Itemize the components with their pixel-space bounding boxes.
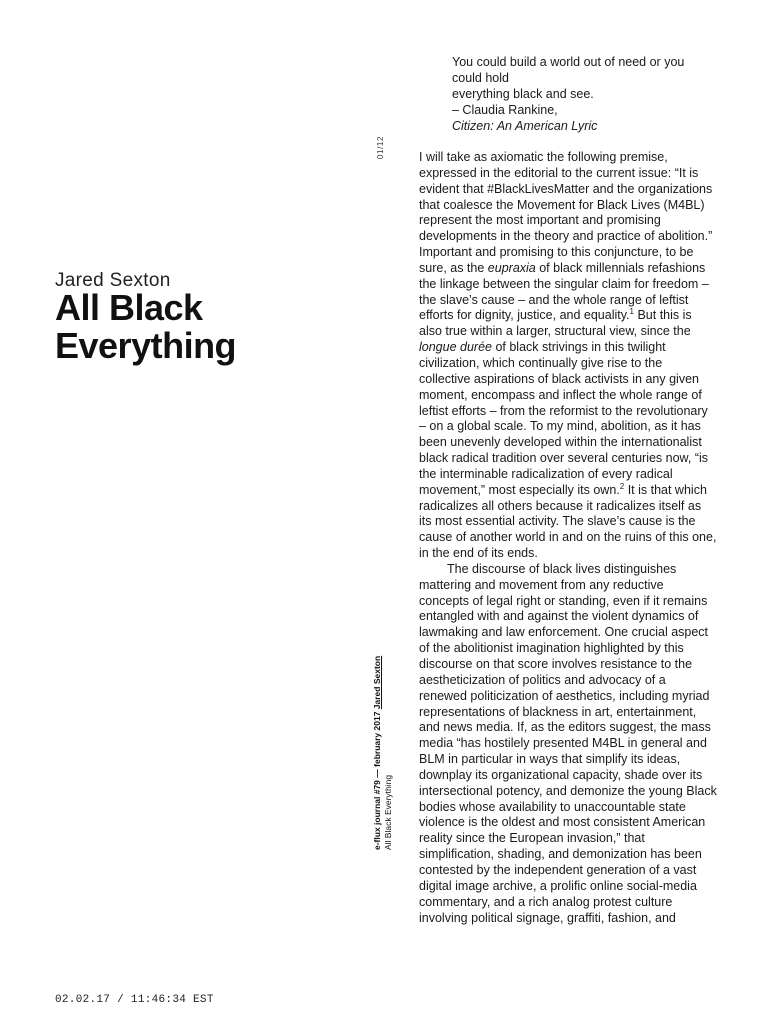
running-header-author: Jared Sexton xyxy=(372,655,382,710)
running-header-title: All Black Everything xyxy=(383,774,393,850)
footer-timestamp: 02.02.17 / 11:46:34 EST xyxy=(55,994,214,1006)
article-body xyxy=(419,150,717,980)
vertical-running-header xyxy=(372,610,394,850)
article-title-line-2: Everything xyxy=(55,325,237,366)
body-paragraph-1 xyxy=(419,150,717,562)
page-number: 01/12 xyxy=(376,135,385,159)
body-text-span: of black strivings in this twilight civilization, which continually give rise to the collective aspirations of black activists in any given moment, encompass and inflect the whole range of leftist efforts – from the reformist to the revolutionary – on a global scale. To my mind, abolition, as it has been unevenly developed within the internationalist black radical tradition over several centuries now, “is the interminable radicalization of every radical movement,” most especially its own. xyxy=(419,340,709,497)
epigraph-line-2: everything black and see. xyxy=(452,87,594,101)
body-paragraph-2: The discourse of black lives distinguishes mattering and movement from any reductive concepts of legal right or standing, even if it remains entangled with and against the violent dynamics of lawmaking and law enforcement. One crucial aspect of the abolitionist imagination highlighted by this discourse on that score involves resistance to the aestheticization of politics and advocacy of a renewed politicization of aesthetics, including myriad representations of blackness in art, entertainment, and news media. If, as the editors suggest, the mass media “has hostilely presented M4BL in general and BLM in particular in ways that simplify its ideas, downplay its organizational capacity, shade over its intersectional potency, and demonize the young Black bodies whose availability to unaccountable state violence is the oldest and most consistent American reality since the European invasion,” that simplification, shading, and demonization has been contested by the independent generation of a vast digital image archive, a prolific online social-media commentary, and a rich analog protest culture involving political signage, graffiti, fashion, and xyxy=(419,561,717,925)
body-text-span: It is that which radicalizes all others because it radicalizes itself as its most essential activity. The slave’s cause is the cause of another world in and on the ruins of this one, in the end of its ends. xyxy=(419,482,717,561)
footnote-ref-2[interactable]: 2 xyxy=(619,481,625,491)
article-title-line-1: All Black xyxy=(55,287,203,328)
article-title xyxy=(55,289,355,365)
body-emphasis: longue durée xyxy=(419,340,492,355)
running-header-journal: e-flux journal #79 — february 2017 xyxy=(372,711,382,850)
epigraph-attribution-work: Citizen: An American Lyric xyxy=(452,119,598,133)
epigraph-attribution xyxy=(452,102,714,134)
body-text-span: But this is also true within a larger, structural view, since the xyxy=(419,308,692,339)
epigraph-attribution-prefix: – Claudia Rankine, xyxy=(452,103,558,117)
running-header-line-1 xyxy=(372,610,383,850)
body-text-span: of black millennials refashions the linkage between the singular claim for freedom – the slave’s cause – and the whole range of leftist efforts for dignity, justice, and equality. xyxy=(419,260,709,323)
footnote-ref-1[interactable]: 1 xyxy=(629,307,634,317)
epigraph-line-1: You could build a world out of need or you could hold xyxy=(452,55,685,85)
epigraph xyxy=(452,54,714,134)
article-author: Jared Sexton xyxy=(55,270,171,291)
body-emphasis: eupraxia xyxy=(487,260,536,275)
body-text-span: I will take as axiomatic the following premise, expressed in the editorial to the current issue: “It is evident that #BlackLivesMatter and the organizations that coalesce the Movement for Black Lives (M4BL) represent the most important and promising developments in the theory and practice of abolition.” Important and promising to this conjuncture, to be sure, as the xyxy=(419,150,713,275)
